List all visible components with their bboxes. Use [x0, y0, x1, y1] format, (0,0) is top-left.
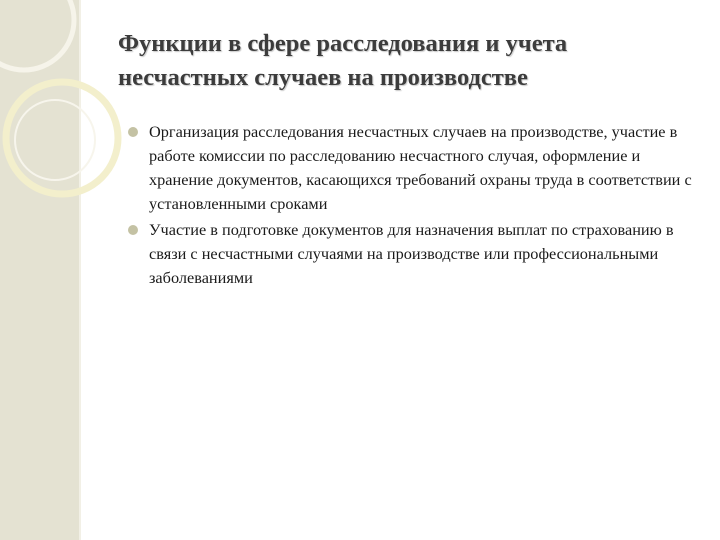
decor-ring-large: [6, 82, 118, 194]
bullet-text: Организация расследования несчастных случаев на производстве, участие в работе комиссии по расследованию несчастного случая, оформление и хранение документов, касающихся требований охраны труда в соответствии с установленными сроками: [149, 122, 692, 213]
bullet-dot-icon: [128, 225, 138, 235]
bullet-text: Участие в подготовке документов для назначения выплат по страхованию в связи с несчастными случаями на производстве или профессиональными заболеваниями: [149, 220, 674, 287]
slide-title: Функции в сфере расследования и учета несчастных случаев на производстве: [118, 30, 568, 91]
decor-ring-top: [0, 0, 74, 70]
bullet-dot-icon: [128, 127, 138, 137]
bullet-item: [128, 120, 698, 216]
decor-ring-small: [15, 100, 95, 180]
bullet-list: [128, 120, 698, 292]
bullet-item: [128, 218, 698, 290]
